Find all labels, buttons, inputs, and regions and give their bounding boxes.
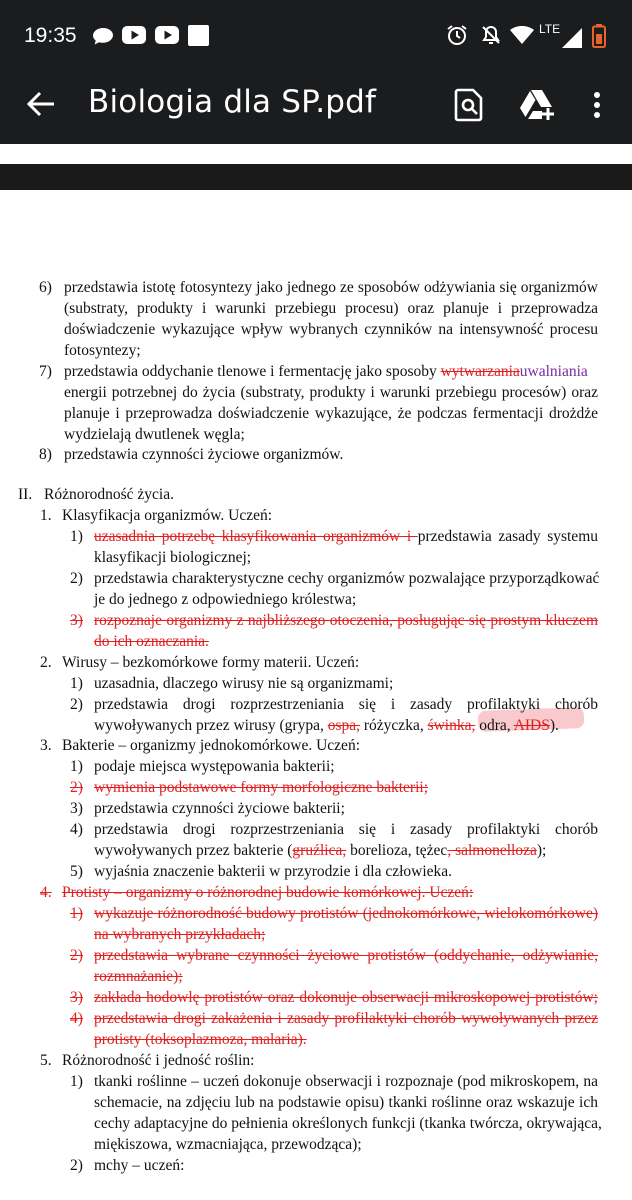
deleted-text: na wybranych przykładach;: [94, 926, 266, 943]
item-number: 3): [70, 800, 83, 817]
deleted-text: rozmnażanie);: [94, 968, 183, 985]
item-number: 3): [70, 612, 83, 629]
text-line: podaje miejsca występowania bakterii;: [94, 758, 335, 775]
search-document-button[interactable]: [454, 88, 484, 127]
subsection-number: 5.: [40, 1052, 52, 1069]
document-title: Biologia dla SP.pdf: [88, 84, 377, 120]
item-number: 1): [70, 758, 83, 775]
status-bar: [0, 0, 632, 70]
deleted-text: wykazuje różnorodność budowy protistów (jednokomórkowe, wielokomórkowe): [94, 905, 598, 922]
deleted-text: wymienia podstawowe formy morfologiczne bakterii;: [94, 779, 429, 796]
inserted-text: uwalniania: [519, 363, 588, 380]
text-line: wyjaśnia znaczenie bakterii w przyrodzie i dla człowieka.: [94, 863, 453, 880]
text-line: przedstawia czynności życiowe bakterii;: [94, 800, 345, 817]
item-number: 2): [70, 779, 83, 796]
signal-icon: [562, 28, 582, 53]
text-line: wywoływanych przez bakterie (gruźlica, borelioza, tężec, salmonelloza);: [94, 842, 547, 859]
item-number: 3): [70, 989, 83, 1006]
item-number: 1): [70, 1073, 83, 1090]
deleted-text: przedstawia wybrane czynności życiowe protistów (oddychanie, odżywianie,: [94, 947, 598, 964]
item-number: 4): [70, 821, 83, 838]
item-number: 2): [70, 570, 83, 587]
subsection-number: 3.: [40, 737, 52, 754]
alarm-icon: [446, 24, 468, 51]
item-number: 6): [39, 279, 52, 296]
deleted-text: zakłada hodowlę protistów oraz dokonuje obserwacji mikroskopowej protistów;: [94, 989, 598, 1006]
chat-bubble-icon: [92, 26, 114, 51]
text-line: doświadczenie wykazujące wpływ wybranych czynników na intensywność procesu: [64, 321, 598, 338]
item-number: 1): [70, 528, 83, 545]
text-line: fotosyntezy;: [64, 342, 141, 359]
text-line: je do jednego z odpowiedniego królestwa;: [94, 591, 357, 608]
wifi-icon: [510, 26, 534, 49]
deleted-text: , salmonelloza: [447, 842, 537, 859]
page-separator: [0, 164, 632, 190]
drive-add-icon: [520, 88, 556, 122]
item-number: 5): [70, 863, 83, 880]
youtube-icon-2: [155, 26, 179, 49]
notifications-off-icon: [480, 24, 502, 51]
deleted-text: Protisty – organizmy o różnorodnej budowie komórkowej. Uczeń:: [62, 884, 474, 901]
battery-icon: [592, 24, 606, 53]
text-line: (substraty, produkty i warunki przebiegu procesu) oraz planuje i przeprowadza: [64, 300, 598, 317]
subsection-number: 2.: [40, 654, 52, 671]
text-line: uzasadnia potrzebę klasyfikowania organizmów i przedstawia zasady systemu: [94, 528, 598, 545]
deleted-text: protisty (toksoplazmoza, malaria).: [94, 1031, 307, 1048]
deleted-text: AIDS: [513, 717, 550, 734]
subsection-number: 4.: [40, 884, 52, 901]
text-line: wywoływanych przez wirusy (grypa, ospa, różyczka, świnka, odra, AIDS).: [94, 717, 559, 734]
network-type: LTE: [539, 22, 561, 36]
find-in-page-icon: [454, 88, 484, 122]
text-line: mchy – uczeń:: [94, 1157, 185, 1174]
add-to-drive-button[interactable]: [520, 88, 556, 127]
text-line: przedstawia drogi rozprzestrzeniania się i zasady profilaktyki chorób: [94, 696, 598, 713]
back-button[interactable]: [26, 90, 56, 123]
arrow-back-icon: [26, 90, 56, 118]
subsection-title: Wirusy – bezkomórkowe formy materii. Uczeń:: [62, 654, 360, 671]
item-number: 2): [70, 696, 83, 713]
subsection-title: Klasyfikacja organizmów. Uczeń:: [62, 507, 273, 524]
app-bar: [0, 70, 632, 144]
section-number: II.: [18, 486, 33, 503]
item-number: 2): [70, 947, 83, 964]
deleted-text: przedstawia drogi zakażenia i zasady profilaktyki chorób wywoływanych przez: [94, 1010, 598, 1027]
youtube-icon: [122, 26, 146, 49]
more-options-button[interactable]: [592, 90, 602, 125]
text-line: klasyfikacji biologicznej;: [94, 549, 252, 566]
deleted-text: świnka,: [427, 717, 476, 734]
text-line: przedstawia drogi rozprzestrzeniania się i zasady profilaktyki chorób: [94, 821, 598, 838]
notification-square-icon: [188, 25, 209, 51]
pdf-page[interactable]: [0, 190, 632, 1200]
subsection-number: 1.: [40, 507, 52, 524]
subsection-title: Różnorodność i jedność roślin:: [62, 1052, 255, 1069]
text-line: cechy adaptacyjne do pełnienia określonych funkcji (tkanka twórcza, okrywająca,: [94, 1115, 602, 1132]
text-line: energii potrzebnej do życia (substraty, produkty i warunki przebiegu procesów) oraz: [64, 384, 598, 401]
item-number: 7): [39, 363, 52, 380]
deleted-text: wytwarzania: [440, 363, 520, 380]
text-line: schemacie, na zdjęciu lub na podstawie opisu) tkanki roślinne oraz wskazuje ich: [94, 1094, 598, 1111]
item-number: 8): [39, 446, 52, 463]
item-number: 1): [70, 905, 83, 922]
deleted-text: gruźlica,: [292, 842, 347, 859]
deleted-text: ospa,: [327, 717, 361, 734]
status-time: 19:35: [24, 24, 77, 47]
text-line: tkanki roślinne – uczeń dokonuje obserwacji i rozpoznaje (pod mikroskopem, na: [94, 1073, 598, 1090]
text-line: przedstawia oddychanie tlenowe i fermentację jako sposoby wytwarzaniauwalniania: [64, 363, 588, 380]
item-number: 1): [70, 675, 83, 692]
deleted-text: uzasadnia potrzebę klasyfikowania organizmów i: [94, 528, 418, 545]
text-line: miękiszowa, wzmacniająca, przewodząca);: [94, 1136, 362, 1153]
text-line: przedstawia istotę fotosyntezy jako jednego ze sposobów odżywiania się organizmów: [64, 279, 598, 296]
text-line: przedstawia charakterystyczne cechy organizmów pozwalające przyporządkować: [94, 570, 600, 587]
subsection-title: Bakterie – organizmy jednokomórkowe. Uczeń:: [62, 737, 360, 754]
more-vert-icon: [592, 90, 602, 120]
deleted-text: do ich oznaczania.: [94, 633, 209, 650]
section-title: Różnorodność życia.: [44, 486, 174, 503]
deleted-text: rozpoznaje organizmy z najbliższego otoczenia, posługując się prostym kluczem: [94, 612, 598, 629]
item-number: 4): [70, 1010, 83, 1027]
text-line: planuje i przeprowadza doświadczenie wykazujące, że podczas fermentacji drożdże: [64, 405, 598, 422]
text-line: wydzielają dwutlenek węgla;: [64, 426, 245, 443]
item-number: 2): [70, 1157, 83, 1174]
text-line: przedstawia czynności życiowe organizmów.: [64, 446, 344, 463]
text-line: uzasadnia, dlaczego wirusy nie są organizmami;: [94, 675, 394, 692]
